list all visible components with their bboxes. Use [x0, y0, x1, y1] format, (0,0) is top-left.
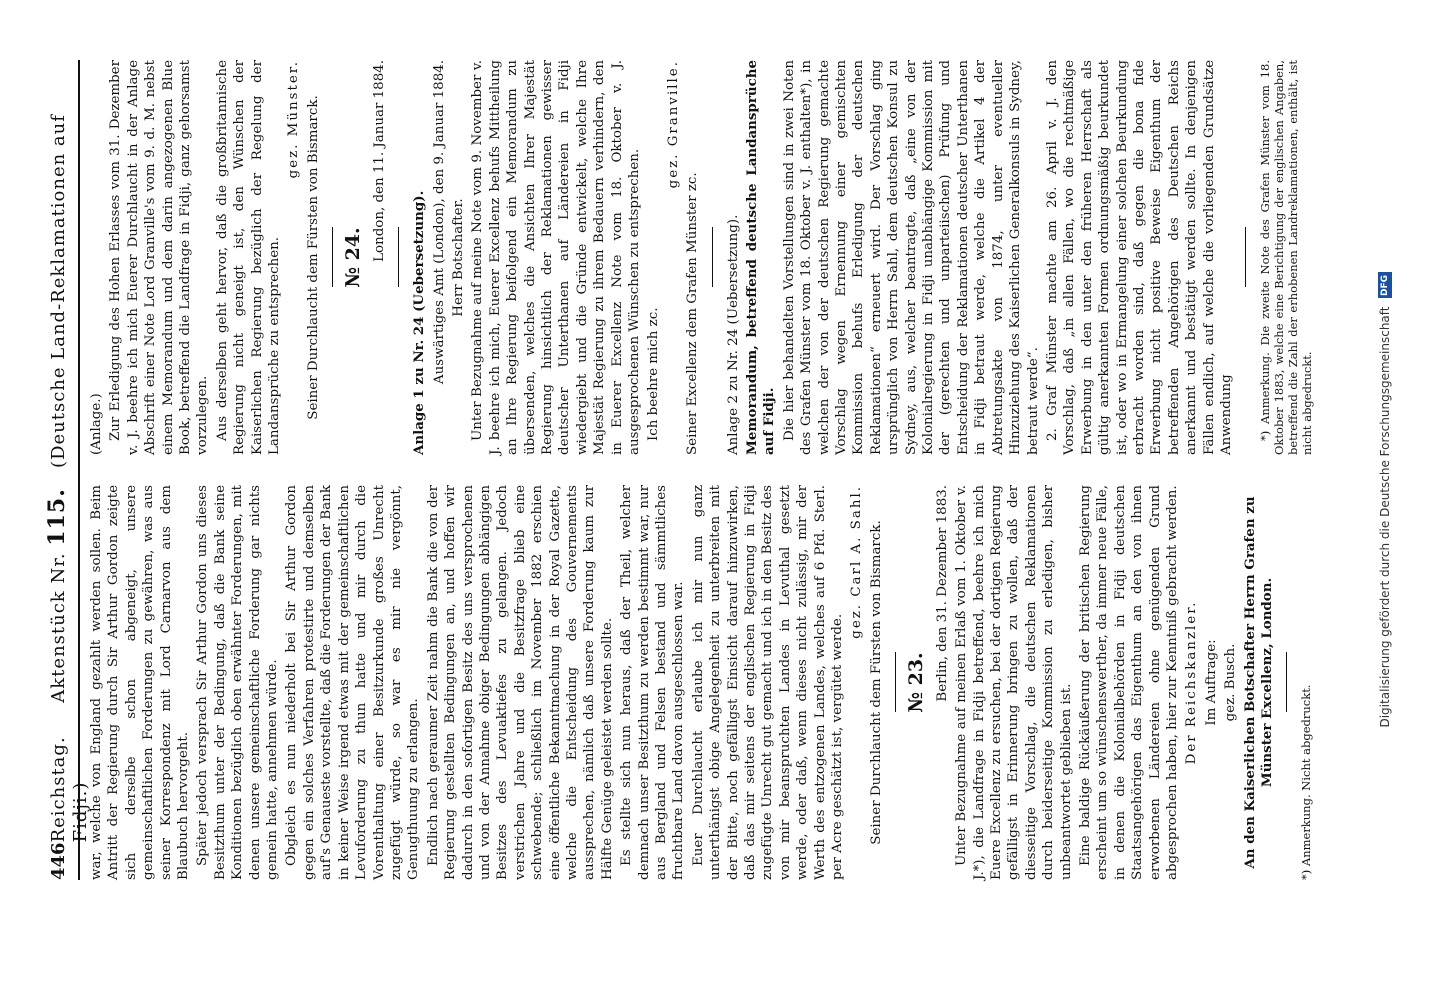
footer-text: Digitalisierung gefördert durch die Deutsche Forschungsgemeinschaft	[1378, 306, 1392, 728]
memo-title: Memorandum, betreffend deutsche Landansprüche auf Fidji.	[744, 60, 778, 455]
paragraph: war, welche von England gezahlt werden sollen. Beim Antritt der Regierung durch Sir Arthur Gordon zeigte sich derselbe schon abgeneigt, unsere gemeinschaftlichen Forderungen zu gewähren, was aus seiner Korrespondenz mit Lord Carnarvon aus dem Blaubuch hervorgeht.	[89, 485, 192, 880]
header-title	[44, 60, 91, 842]
paragraph: Obgleich es nun niederholt bei Sir Arthur Gordon gegen ein solches Verfahren protestirte und demselben auf's Genaueste vorstellte, daß die Forderungen der Bank in keiner Weise irgend etwas mit der gemeinschaftlichen Levuforderung zu thun hatte und mir durch die Vorenthaltung einer Besitzurkunde großes Unrecht zugefügt würde, so war es mir nie vergönnt, Genugthuung zu erlangen.	[284, 485, 422, 880]
footnote: *) Anmerkung. Nicht abgedruckt.	[1299, 684, 1314, 880]
paragraph: Endlich nach geraumer Zeit nahm die Bank die von der Regierung gestellten Bedingungen an, und hoffen wir dadurch in den sofortigen Besitz des uns versprochenen und von der Annahme obiger Bedingungen abhängigen Besitzes des Levuaktiefes zu gelangen. Jedoch verstrichen Jahre und die Besitzfrage blieb eine schwebende; schließlich im November 1882 erschien eine öffentliche Bekanntmachung in der Royal Gazette, welche die Entscheidung des Gouvernements aussprechen, nämlich daß unsere Forderung kaum zur Hälfte Genüge geleistet werden sollte.	[425, 485, 615, 880]
paragraph: Ich beehre mich zc.	[646, 307, 662, 441]
paragraph: Später jedoch versprach Sir Arthur Gordon uns dieses Besitzthum unter der Bedingung, daß die Bank seine Konditionen bezüglich oben erwähnter Forderungen, mit denen unsere gemeinschaftliche Forderung gar nichts gemein hatte, annehmen würde.	[195, 485, 281, 880]
paragraph: Euer Durchlaucht erlaube ich mir nun ganz unterthänigst obige Angelegenheit zu unterbreiten mit der Bitte, noch gefälligst Einsicht darauf hinzuwirken, daß das mir seitens der englischen Regierung in Fidji zugefügte Unrecht gut gemacht und ich in den Besitz des von mir beanspruchten Landes in Levuthal gesetzt werde, oder daß, wenn dieses nicht zulässig, mir der Werth des entzogenen Landes, welches auf 6 Pfd. Sterl. per Acre geschätzt ist, vergütet werde.	[690, 485, 846, 880]
addressee: Seiner Durchlaucht dem Fürsten von Bismarck.	[305, 95, 321, 420]
dfg-logo-icon: DFG	[1378, 273, 1392, 299]
signature: gez. Carl A. Sahl.	[849, 485, 865, 639]
addressee: An den Kaiserlichen Botschafter Herrn Grafen zu Münster Excellenz, London.	[1241, 496, 1275, 869]
paragraph: Unter Bezugnahme auf meinen Erlaß vom 1. Oktober v. J.*), die Landfrage in Fidji betreffend, beehre ich mich Euere Excellenz zu ersuchen, bei der dortigen Regierung gefälligst in Erinnerung bringen zu wollen, daß der diesseitige Vorschlag, die deutschen Reklamationen durch beiderseitige Kommission zu erledigen, bisher unbeantwortet geblieben ist.	[954, 485, 1074, 880]
separator	[1286, 653, 1287, 713]
paragraph: Zur Erledigung des Hohen Erlasses vom 31. Dezember v. J. beehre ich mich Euerer Durchlaucht in der Anlage Abschrift einer Note Lord Granville's vom 9. d. M. nebst einem Memorandum und dem darin angezogenen Blue Book, betreffend die Landfrage in Fidji, ganz gehorsamst vorzulegen.	[108, 60, 211, 455]
paragraph: Eine baldige Rückäußerung der britischen Regierung erscheint um so wünschenswerther, da immer neue Fälle, in denen die Kolonialbehörden in Fidji deutschen Staatsangehörigen das Eigenthum an den von ihnen erworbenen Ländereien ohne genügenden Grund abgesprochen haben, hier zur Kenntniß gebracht werden.	[1077, 485, 1180, 880]
footnote: *) Anmerkung. Die zweite Note des Grafen Münster vom 18. Oktober 1883, welche eine Berichtigung der englischen Angaben, betreffend die Zahl der erhobenen Landreklamationen, enthält, ist nicht abgedruckt.	[1258, 60, 1315, 455]
annex-label: (Anlage.)	[89, 393, 104, 455]
right-column	[88, 60, 1316, 455]
addressee: Seiner Excellenz dem Grafen Münster zc.	[685, 172, 701, 455]
salutation: Herr Botschafter.	[450, 198, 466, 317]
paragraph: Aus derselben geht hervor, daß die großbritannische Regierung nicht geneigt ist, den Wünschen der Kaiserlichen Regierung bezüglich der Regelung der Landansprüche zu entsprechen.	[214, 60, 283, 455]
signature: gez. Granville.	[665, 60, 681, 189]
separator	[895, 653, 896, 713]
dateline: Berlin, den 31. Dezember 1883.	[934, 485, 950, 702]
document-number: № 23.	[905, 652, 928, 713]
header-doc: Aktenstück Nr.	[48, 552, 69, 703]
separator	[1245, 228, 1246, 288]
paragraph: Die hier behandelten Vorstellungen sind in zwei Noten des Grafen Münster vom 18. Oktober v. J. enthalten*), in welchen der von der deutschen Regierung gemachte Vorschlag wegen Ernennung einer gemischten Kommission behufs Erledigung der deutschen Reklamationen“ erneuert wird. Der Vorschlag ging ursprünglich von Herrn Sahl, dem deutschen Konsul zu Sydney, aus, welcher beantragte, daß „eine von der Kolonialregierung in Fidji unabhängige Kommission mit der (gerechten und unparteiischen) Prüfung und Entscheidung der Reklamationen deutscher Unterthanen in Fidji betraut werde, welche die Artikel 4 der Abtretungsakte von 1874, unter eventueller Hinzuziehung des Kaiserlichen Generalkonsuls in Sydney, betraut werde“.	[781, 60, 1041, 455]
dateline: Auswärtiges Amt (London), den 9. Januar 1884.	[431, 60, 447, 385]
digitization-footer	[1376, 0, 1394, 1000]
addressee: Seiner Durchlaucht dem Fürsten von Bismarck.	[868, 520, 884, 845]
document-number: № 24.	[342, 227, 365, 288]
paragraph: 2. Graf Münster machte am 26. April v. J. den Vorschlag, daß „in allen Fällen, wo die rechtmäßige Erwerbung in den unter den früheren Herrschaft als gültig anerkannten Formen ordnungsmäßig beurkundet ist, oder wo in Ermangelung einer solchen Beurkundung erbracht worden sind, daß gegen die bona fide Erwerbung nicht positive Beweise Eigenthum der betreffenden Angehörigen des Deutschen Reichs anerkannt und bestätigt werden sollte. In denjenigen Fällen endlich, auf welche die vorliegenden Grundsätze Anwendung	[1044, 60, 1234, 455]
signature: Der Reichskanzler.	[1184, 600, 1200, 765]
dateline: London, den 11. Januar 1884.	[371, 60, 387, 262]
separator	[332, 228, 333, 288]
left-column	[88, 485, 1315, 880]
header-rule	[78, 60, 80, 880]
separator	[712, 228, 713, 288]
paragraph: Unter Bezugnahme auf meine Note vom 9. November v. J. beehre ich mich, Euerer Excellenz behufs Mittheilung an Ihre Regierung beifolgend ein Memorandum zu übersenden, welches die Ansichten Ihrer Majestät Regierung hinsichtlich der Reklamationen gewisser deutscher Unterthanen auf Ländereien in Fidji wiedergiebt und die Gründe entwickelt, welche Ihre Majestät Regierung zu ihrem Bedauern verhindern, den in Euerer Excellenz Note vom 18. Oktober v. J. ausgesprochenen Wünschen zu entsprechen.	[470, 60, 642, 455]
page-number: 446	[48, 842, 69, 880]
paragraph: Es stellte sich nun heraus, daß der Theil, welcher demnach unser Besitzthum zu werden bestimmt war, nur aus Bergland und Felsen bestand und sämmtliches fruchtbare Land davon ausgeschlossen war.	[619, 485, 687, 880]
signature-line: Im Auftrage:	[1203, 639, 1219, 726]
separator	[398, 228, 399, 288]
signature: gez. Münster.	[286, 60, 302, 179]
signature-line: gez. Busch.	[1223, 643, 1239, 722]
header-topic: (Deutsche Land-Reklamationen auf Fidji.)	[48, 114, 91, 843]
annex-heading: Anlage 2 zu Nr. 24 (Uebersetzung).	[725, 214, 741, 455]
header-publication: Reichstag.	[48, 736, 69, 843]
header-doc-number: 115.	[44, 488, 70, 546]
running-header	[44, 60, 91, 880]
annex-heading: Anlage 1 zu Nr. 24 (Uebersetzung).	[411, 190, 428, 455]
